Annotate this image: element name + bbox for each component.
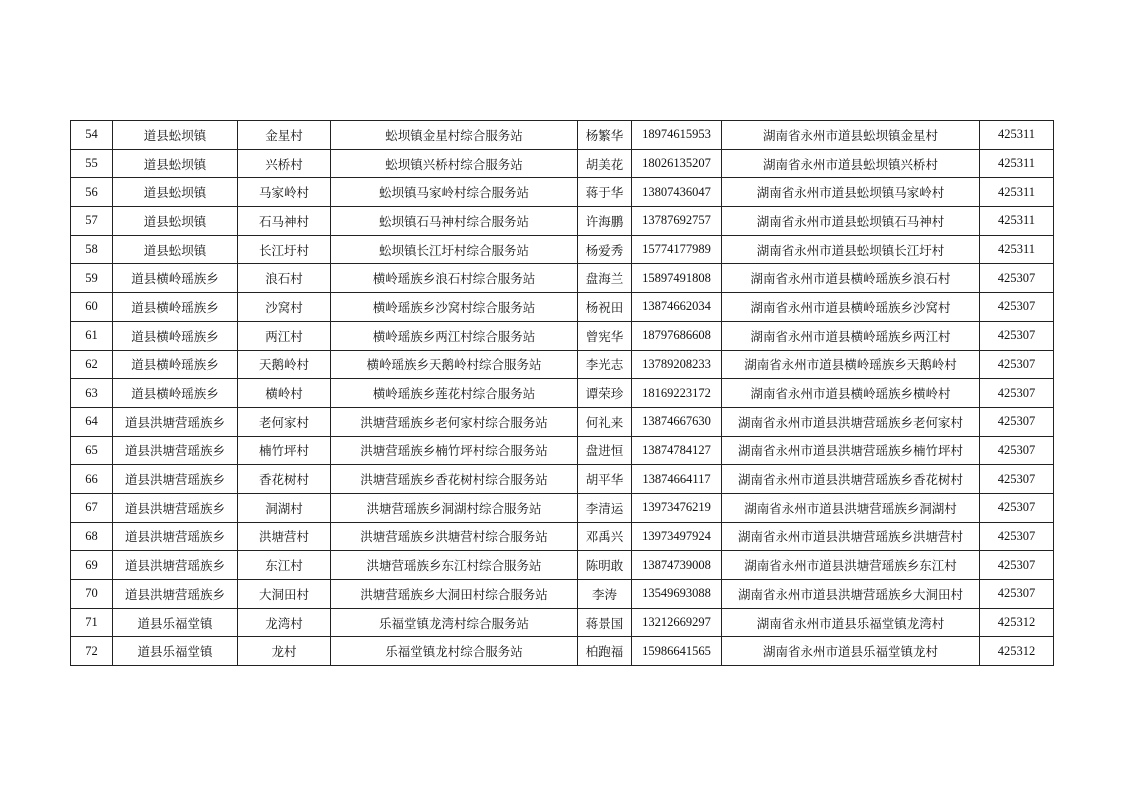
village-cell: 楠竹坪村 [238,436,331,465]
service-station-cell: 横岭瑶族乡沙窝村综合服务站 [331,293,578,322]
row-number-cell: 71 [71,608,113,637]
postcode-cell: 425311 [980,207,1054,236]
address-cell: 湖南省永州市道县蚣坝镇兴桥村 [722,149,980,178]
contact-person-cell: 柏跑福 [578,637,632,666]
village-cell: 龙村 [238,637,331,666]
address-cell: 湖南省永州市道县蚣坝镇石马神村 [722,207,980,236]
address-cell: 湖南省永州市道县洪塘营瑶族乡香花树村 [722,465,980,494]
postcode-cell: 425307 [980,264,1054,293]
table-row [71,178,1054,207]
service-station-cell: 洪塘营瑶族乡洪塘营村综合服务站 [331,522,578,551]
address-cell: 湖南省永州市道县横岭瑶族乡横岭村 [722,379,980,408]
service-station-cell: 洪塘营瑶族乡老何家村综合服务站 [331,407,578,436]
contact-person-cell: 盘进恒 [578,436,632,465]
service-station-cell: 横岭瑶族乡莲花村综合服务站 [331,379,578,408]
row-number-cell: 65 [71,436,113,465]
service-station-cell: 蚣坝镇长江圩村综合服务站 [331,235,578,264]
service-station-cell: 横岭瑶族乡浪石村综合服务站 [331,264,578,293]
postcode-cell: 425312 [980,637,1054,666]
phone-number-cell: 13874667630 [632,407,722,436]
phone-number-cell: 15774177989 [632,235,722,264]
village-cell: 石马神村 [238,207,331,236]
row-number-cell: 61 [71,321,113,350]
contact-person-cell: 杨繁华 [578,121,632,150]
table-row [71,465,1054,494]
township-cell: 道县洪塘营瑶族乡 [113,551,238,580]
phone-number-cell: 13874662034 [632,293,722,322]
table-row [71,522,1054,551]
row-number-cell: 58 [71,235,113,264]
village-cell: 洞湖村 [238,493,331,522]
contact-person-cell: 陈明敢 [578,551,632,580]
township-cell: 道县蚣坝镇 [113,149,238,178]
table-row [71,493,1054,522]
address-cell: 湖南省永州市道县乐福堂镇龙村 [722,637,980,666]
service-station-cell: 洪塘营瑶族乡洞湖村综合服务站 [331,493,578,522]
phone-number-cell: 15897491808 [632,264,722,293]
postcode-cell: 425307 [980,350,1054,379]
row-number-cell: 56 [71,178,113,207]
township-cell: 道县洪塘营瑶族乡 [113,522,238,551]
row-number-cell: 70 [71,580,113,609]
service-station-table [70,120,1054,666]
postcode-cell: 425307 [980,407,1054,436]
village-cell: 金星村 [238,121,331,150]
service-station-cell: 洪塘营瑶族乡楠竹坪村综合服务站 [331,436,578,465]
row-number-cell: 64 [71,407,113,436]
document-page [70,120,1053,666]
contact-person-cell: 李清运 [578,493,632,522]
table-row [71,264,1054,293]
address-cell: 湖南省永州市道县横岭瑶族乡浪石村 [722,264,980,293]
postcode-cell: 425307 [980,551,1054,580]
phone-number-cell: 15986641565 [632,637,722,666]
row-number-cell: 59 [71,264,113,293]
service-station-cell: 洪塘营瑶族乡大洞田村综合服务站 [331,580,578,609]
contact-person-cell: 杨祝田 [578,293,632,322]
address-cell: 湖南省永州市道县洪塘营瑶族乡大洞田村 [722,580,980,609]
postcode-cell: 425307 [980,379,1054,408]
table-row [71,608,1054,637]
phone-number-cell: 13549693088 [632,580,722,609]
row-number-cell: 68 [71,522,113,551]
township-cell: 道县横岭瑶族乡 [113,321,238,350]
village-cell: 天鹅岭村 [238,350,331,379]
row-number-cell: 69 [71,551,113,580]
township-cell: 道县洪塘营瑶族乡 [113,465,238,494]
phone-number-cell: 18974615953 [632,121,722,150]
contact-person-cell: 谭荣珍 [578,379,632,408]
postcode-cell: 425312 [980,608,1054,637]
service-station-cell: 蚣坝镇马家岭村综合服务站 [331,178,578,207]
phone-number-cell: 13807436047 [632,178,722,207]
row-number-cell: 67 [71,493,113,522]
row-number-cell: 63 [71,379,113,408]
contact-person-cell: 蒋景国 [578,608,632,637]
township-cell: 道县洪塘营瑶族乡 [113,493,238,522]
service-station-cell: 横岭瑶族乡两江村综合服务站 [331,321,578,350]
phone-number-cell: 13973497924 [632,522,722,551]
village-cell: 老何家村 [238,407,331,436]
table-row [71,637,1054,666]
table-body [71,121,1054,666]
postcode-cell: 425307 [980,293,1054,322]
postcode-cell: 425307 [980,522,1054,551]
row-number-cell: 62 [71,350,113,379]
township-cell: 道县横岭瑶族乡 [113,350,238,379]
contact-person-cell: 曾宪华 [578,321,632,350]
village-cell: 沙窝村 [238,293,331,322]
township-cell: 道县蚣坝镇 [113,235,238,264]
village-cell: 浪石村 [238,264,331,293]
table-row [71,350,1054,379]
phone-number-cell: 13973476219 [632,493,722,522]
township-cell: 道县乐福堂镇 [113,608,238,637]
village-cell: 马家岭村 [238,178,331,207]
postcode-cell: 425311 [980,235,1054,264]
row-number-cell: 54 [71,121,113,150]
phone-number-cell: 13787692757 [632,207,722,236]
village-cell: 长江圩村 [238,235,331,264]
village-cell: 东江村 [238,551,331,580]
contact-person-cell: 胡平华 [578,465,632,494]
township-cell: 道县洪塘营瑶族乡 [113,436,238,465]
address-cell: 湖南省永州市道县蚣坝镇金星村 [722,121,980,150]
postcode-cell: 425311 [980,178,1054,207]
table-row [71,149,1054,178]
service-station-cell: 乐福堂镇龙村综合服务站 [331,637,578,666]
contact-person-cell: 何礼来 [578,407,632,436]
table-row [71,551,1054,580]
address-cell: 湖南省永州市道县蚣坝镇马家岭村 [722,178,980,207]
contact-person-cell: 蒋于华 [578,178,632,207]
service-station-cell: 乐福堂镇龙湾村综合服务站 [331,608,578,637]
address-cell: 湖南省永州市道县洪塘营瑶族乡东江村 [722,551,980,580]
address-cell: 湖南省永州市道县蚣坝镇长江圩村 [722,235,980,264]
village-cell: 横岭村 [238,379,331,408]
village-cell: 龙湾村 [238,608,331,637]
township-cell: 道县蚣坝镇 [113,178,238,207]
phone-number-cell: 18169223172 [632,379,722,408]
township-cell: 道县洪塘营瑶族乡 [113,580,238,609]
table-row [71,436,1054,465]
address-cell: 湖南省永州市道县洪塘营瑶族乡洪塘营村 [722,522,980,551]
table-row [71,235,1054,264]
phone-number-cell: 18026135207 [632,149,722,178]
township-cell: 道县洪塘营瑶族乡 [113,407,238,436]
address-cell: 湖南省永州市道县洪塘营瑶族乡楠竹坪村 [722,436,980,465]
table-row [71,293,1054,322]
township-cell: 道县乐福堂镇 [113,637,238,666]
township-cell: 道县横岭瑶族乡 [113,293,238,322]
table-row [71,207,1054,236]
township-cell: 道县横岭瑶族乡 [113,264,238,293]
village-cell: 兴桥村 [238,149,331,178]
township-cell: 道县蚣坝镇 [113,121,238,150]
postcode-cell: 425307 [980,436,1054,465]
phone-number-cell: 13789208233 [632,350,722,379]
phone-number-cell: 13874784127 [632,436,722,465]
service-station-cell: 洪塘营瑶族乡香花树村综合服务站 [331,465,578,494]
postcode-cell: 425307 [980,321,1054,350]
service-station-cell: 蚣坝镇兴桥村综合服务站 [331,149,578,178]
village-cell: 洪塘营村 [238,522,331,551]
row-number-cell: 72 [71,637,113,666]
contact-person-cell: 李涛 [578,580,632,609]
village-cell: 两江村 [238,321,331,350]
phone-number-cell: 13874664117 [632,465,722,494]
postcode-cell: 425307 [980,493,1054,522]
phone-number-cell: 13212669297 [632,608,722,637]
postcode-cell: 425307 [980,465,1054,494]
service-station-cell: 洪塘营瑶族乡东江村综合服务站 [331,551,578,580]
township-cell: 道县横岭瑶族乡 [113,379,238,408]
row-number-cell: 66 [71,465,113,494]
postcode-cell: 425311 [980,149,1054,178]
village-cell: 香花树村 [238,465,331,494]
table-row [71,407,1054,436]
phone-number-cell: 13874739008 [632,551,722,580]
service-station-cell: 蚣坝镇金星村综合服务站 [331,121,578,150]
table-row [71,121,1054,150]
table-row [71,321,1054,350]
address-cell: 湖南省永州市道县洪塘营瑶族乡洞湖村 [722,493,980,522]
row-number-cell: 57 [71,207,113,236]
township-cell: 道县蚣坝镇 [113,207,238,236]
postcode-cell: 425307 [980,580,1054,609]
row-number-cell: 60 [71,293,113,322]
table-row [71,379,1054,408]
contact-person-cell: 邓禹兴 [578,522,632,551]
service-station-cell: 横岭瑶族乡天鹅岭村综合服务站 [331,350,578,379]
village-cell: 大洞田村 [238,580,331,609]
phone-number-cell: 18797686608 [632,321,722,350]
address-cell: 湖南省永州市道县横岭瑶族乡两江村 [722,321,980,350]
contact-person-cell: 盘海兰 [578,264,632,293]
contact-person-cell: 胡美花 [578,149,632,178]
address-cell: 湖南省永州市道县洪塘营瑶族乡老何家村 [722,407,980,436]
address-cell: 湖南省永州市道县横岭瑶族乡天鹅岭村 [722,350,980,379]
table-row [71,580,1054,609]
service-station-cell: 蚣坝镇石马神村综合服务站 [331,207,578,236]
postcode-cell: 425311 [980,121,1054,150]
address-cell: 湖南省永州市道县横岭瑶族乡沙窝村 [722,293,980,322]
address-cell: 湖南省永州市道县乐福堂镇龙湾村 [722,608,980,637]
contact-person-cell: 许海鹏 [578,207,632,236]
contact-person-cell: 李光志 [578,350,632,379]
contact-person-cell: 杨爱秀 [578,235,632,264]
row-number-cell: 55 [71,149,113,178]
